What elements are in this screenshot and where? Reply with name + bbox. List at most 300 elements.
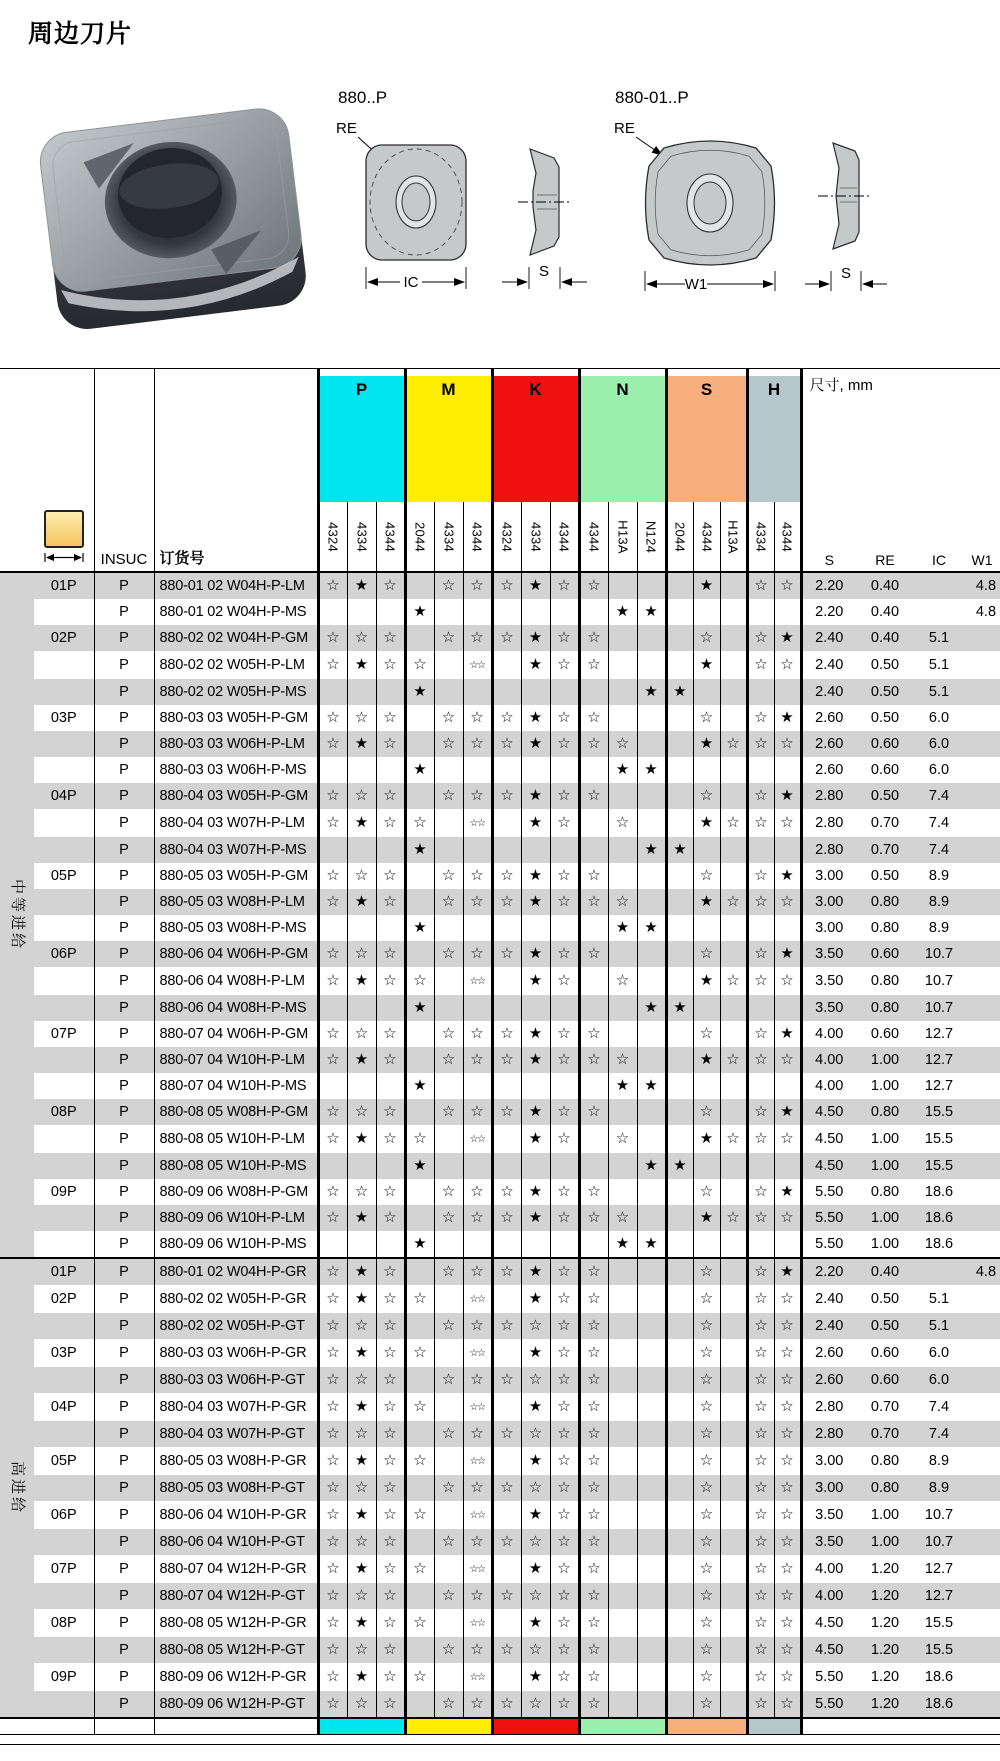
band-header-P: [318, 369, 405, 503]
dim-w1-cell: [964, 1609, 1000, 1637]
star-outline-icon: ☆: [557, 709, 571, 726]
grade-rating-cell: [434, 837, 463, 863]
grade-rating-cell: [550, 731, 579, 757]
band-label: P: [355, 380, 368, 399]
star-outline-icon: ☆: [500, 1209, 514, 1226]
grade-rating-cell: [405, 757, 434, 783]
star-outline-icon: ☆: [699, 1025, 714, 1042]
insert-grades-table: [0, 368, 1000, 1745]
star-outline-icon: ☆: [587, 1560, 601, 1577]
grade-rating-cell: [521, 1125, 550, 1153]
star-outline-icon: ☆: [326, 709, 340, 726]
star-outline-icon: ☆: [354, 867, 369, 884]
grade-rating-cell: [693, 731, 720, 757]
grade-rating-cell: [693, 1073, 720, 1099]
star-outline-icon: ☆: [780, 893, 794, 910]
band-footer-S: [666, 1718, 747, 1735]
star-filled-icon: ★: [699, 893, 714, 910]
star-outline-icon: ☆: [780, 1130, 794, 1147]
dim-ic-cell: 10.7: [924, 973, 954, 989]
star-outline-icon: ☆: [383, 1103, 397, 1120]
star-outline-icon: ☆: [780, 1695, 794, 1712]
grade-rating-cell: [720, 941, 747, 967]
grade-rating-cell: [774, 1099, 801, 1125]
group-label-cell: [34, 1153, 94, 1179]
star-outline-icon: ☆: [557, 972, 571, 989]
grade-rating-cell: [637, 967, 666, 995]
grade-rating-cell: [347, 679, 376, 705]
grade-rating-cell: [347, 1313, 376, 1339]
grade-rating-cell: [405, 731, 434, 757]
star-filled-icon: ★: [528, 1452, 543, 1469]
star-outline-icon: ☆: [557, 1025, 571, 1042]
dim-ic-cell: [914, 599, 964, 625]
grade-rating-cell: [521, 837, 550, 863]
group-label-cell: 05P: [50, 868, 77, 884]
grade-rating-cell: [405, 1691, 434, 1718]
grade-rating-cell: [376, 915, 405, 941]
grade-rating-cell: [405, 783, 434, 809]
dim-w1-cell: [964, 1313, 1000, 1339]
grade-rating-cell: [693, 1637, 720, 1663]
corner-blank: [94, 369, 154, 503]
grade-rating-cell: [550, 915, 579, 941]
group-label-cell: [34, 757, 94, 783]
star-filled-icon: ★: [780, 945, 794, 962]
star-outline-icon: ☆: [557, 1371, 571, 1388]
grade-rating-cell: [747, 625, 774, 651]
star-filled-icon: ★: [354, 972, 369, 989]
star-outline-icon: ☆: [383, 1371, 397, 1388]
grade-rating-cell: [376, 837, 405, 863]
star-outline-icon: ☆: [354, 945, 369, 962]
star-filled-icon: ★: [528, 735, 543, 752]
band-footer-H: [747, 1718, 801, 1735]
group-label-cell: 01P: [34, 1258, 94, 1285]
grade-rating-cell: [318, 889, 347, 915]
grade-rating-cell: [608, 837, 637, 863]
grade-rating-cell: [747, 783, 774, 809]
grade-rating-cell: [492, 1367, 521, 1393]
grade-rating-cell: [463, 889, 492, 915]
grade-rating-cell: [492, 967, 521, 995]
star-outline-icon: ☆: [557, 1587, 571, 1604]
grade-rating-cell: [463, 1367, 492, 1393]
star-outline-icon: ☆: [587, 1425, 601, 1442]
insuc-cell: P: [94, 651, 154, 679]
grade-rating-cell: [521, 1475, 550, 1501]
grade-rating-cell: [666, 1609, 693, 1637]
grade-rating-cell: [463, 1339, 492, 1367]
star-filled-icon: ★: [413, 1235, 427, 1252]
star-outline-icon: ☆: [470, 893, 484, 910]
grade-rating-cell: [637, 915, 666, 941]
insuc-cell: P: [94, 1475, 154, 1501]
grade-rating-cell: [405, 889, 434, 915]
grade-rating-cell: [579, 1421, 608, 1447]
grade-rating-cell: [579, 679, 608, 705]
star-outline-icon: ☆: [470, 1371, 484, 1388]
star-outline-icon: ☆☆: [469, 1402, 485, 1413]
group-label-cell: [34, 995, 94, 1021]
grade-rating-cell: [666, 1153, 693, 1179]
star-outline-icon: ☆: [587, 1479, 601, 1496]
star-filled-icon: ★: [528, 1025, 543, 1042]
grade-rating-cell: [550, 1609, 579, 1637]
dim-s-cell: 2.60: [815, 710, 844, 726]
star-outline-icon: ☆: [500, 1371, 514, 1388]
star-filled-icon: ★: [780, 1183, 794, 1200]
star-outline-icon: ☆: [470, 945, 484, 962]
star-outline-icon: ☆: [754, 1209, 768, 1226]
grade-rating-cell: [747, 757, 774, 783]
dim-re-cell: 0.80: [856, 889, 914, 915]
grade-rating-cell: [747, 889, 774, 915]
order-number-cell: 880-08 05 W12H-P-GT: [154, 1637, 318, 1663]
insuc-cell: P: [94, 731, 154, 757]
insuc-cell: P: [94, 1637, 154, 1663]
dim-ic-cell: 8.9: [914, 889, 964, 915]
grade-rating-cell: [521, 731, 550, 757]
star-outline-icon: ☆: [699, 945, 714, 962]
dim-s-cell: 2.80: [815, 815, 844, 831]
grade-rating-cell: [693, 967, 720, 995]
star-filled-icon: ★: [354, 1614, 369, 1631]
star-outline-icon: ☆: [587, 656, 601, 673]
star-outline-icon: ☆: [470, 709, 484, 726]
grade-rating-cell: [774, 1285, 801, 1313]
band-header-K: [492, 369, 579, 503]
grade-rating-cell: [774, 1073, 801, 1099]
star-outline-icon: ☆: [587, 709, 601, 726]
grade-rating-cell: [579, 1205, 608, 1231]
grade-rating-cell: [608, 1047, 637, 1073]
star-filled-icon: ★: [413, 683, 427, 700]
grade-rating-cell: [521, 705, 550, 731]
star-filled-icon: ★: [354, 577, 369, 594]
table-row: [0, 995, 1000, 1021]
grade-rating-cell: [747, 1663, 774, 1691]
grade-rating-cell: [521, 1231, 550, 1258]
star-outline-icon: ☆: [754, 1051, 768, 1068]
group-label-cell: [34, 967, 94, 995]
star-filled-icon: ★: [780, 867, 794, 884]
star-outline-icon: ☆: [780, 1051, 794, 1068]
grade-col-header: H13A: [720, 502, 747, 572]
table-row: [0, 809, 1000, 837]
star-outline-icon: ☆: [326, 1560, 340, 1577]
star-outline-icon: ☆: [326, 577, 340, 594]
grade-rating-cell: [463, 1153, 492, 1179]
star-outline-icon: ☆☆: [469, 1294, 485, 1305]
band-header-S: [666, 369, 747, 503]
grade-rating-cell: [747, 1021, 774, 1047]
order-number-cell: 880-08 05 W12H-P-GR: [159, 1615, 307, 1631]
strip-blank: [801, 1718, 1000, 1735]
grade-rating-cell: [521, 1663, 550, 1691]
group-label-cell: [34, 1691, 94, 1718]
grade-rating-cell: [550, 599, 579, 625]
grade-rating-cell: [637, 625, 666, 651]
grade-rating-cell: [693, 1421, 720, 1447]
star-filled-icon: ★: [528, 1130, 543, 1147]
grade-rating-cell: [318, 572, 347, 599]
grade-rating-cell: [747, 1205, 774, 1231]
grade-rating-cell: [608, 1258, 637, 1285]
star-outline-icon: ☆: [557, 1263, 571, 1280]
grade-rating-cell: [463, 1475, 492, 1501]
grade-rating-cell: [774, 1047, 801, 1073]
grade-rating-cell: [492, 837, 521, 863]
star-outline-icon: ☆: [441, 1425, 456, 1442]
grade-rating-cell: [774, 889, 801, 915]
dim-re-cell: 0.70: [856, 1421, 914, 1447]
grade-rating-cell: [720, 1475, 747, 1501]
bottom-rule: [0, 1735, 1000, 1745]
dim-s-cell: 2.40: [815, 657, 844, 673]
grade-rating-cell: [720, 1393, 747, 1421]
dim-s-cell: 4.50: [815, 1615, 844, 1631]
star-outline-icon: ☆: [326, 656, 340, 673]
star-outline-icon: ☆: [470, 787, 484, 804]
grade-rating-cell: [318, 705, 347, 731]
grade-rating-cell: [747, 1153, 774, 1179]
grade-rating-cell: [579, 889, 608, 915]
table-row: [0, 1637, 1000, 1663]
grade-rating-cell: [405, 1475, 434, 1501]
grade-rating-cell: [693, 915, 720, 941]
grade-rating-cell: [550, 1637, 579, 1663]
grade-rating-cell: [405, 1501, 434, 1529]
grade-rating-cell: [521, 1021, 550, 1047]
grade-rating-cell: [720, 1179, 747, 1205]
grade-rating-cell: [666, 863, 693, 889]
star-outline-icon: ☆: [326, 1425, 340, 1442]
dim-s-cell: 4.00: [815, 1078, 844, 1094]
grade-rating-cell: [376, 679, 405, 705]
star-filled-icon: ★: [528, 629, 543, 646]
grade-rating-cell: [463, 625, 492, 651]
grade-rating-cell: [405, 1393, 434, 1421]
grade-rating-cell: [579, 757, 608, 783]
grade-rating-cell: [550, 679, 579, 705]
star-outline-icon: ☆: [326, 1533, 340, 1550]
dim-ic-cell: 5.1: [914, 679, 964, 705]
group-label-cell: [34, 1367, 94, 1393]
grade-rating-cell: [666, 679, 693, 705]
grade-rating-cell: [720, 863, 747, 889]
star-outline-icon: ☆: [383, 735, 397, 752]
dim-ic-cell: 7.4: [928, 815, 950, 831]
grade-rating-cell: [579, 941, 608, 967]
grade-rating-cell: [774, 995, 801, 1021]
dim-ic-cell: 18.6: [924, 1669, 954, 1685]
grade-rating-cell: [720, 651, 747, 679]
dim-re-cell: 1.20: [856, 1691, 914, 1718]
dim-s-cell: 2.60: [801, 731, 856, 757]
insuc-cell: P: [94, 625, 154, 651]
grade-rating-cell: [720, 1367, 747, 1393]
star-filled-icon: ★: [644, 603, 658, 620]
star-outline-icon: ☆☆: [469, 1564, 485, 1575]
dim-re-cell: 0.40: [870, 604, 900, 620]
star-outline-icon: ☆: [383, 972, 397, 989]
grade-rating-cell: [318, 915, 347, 941]
grade-rating-cell: [521, 967, 550, 995]
star-outline-icon: ☆: [780, 1479, 794, 1496]
grade-rating-cell: [521, 1501, 550, 1529]
dim-re-cell: 0.50: [870, 657, 900, 673]
grade-rating-cell: [550, 941, 579, 967]
group-label-cell: 09P: [50, 1669, 77, 1685]
grade-rating-cell: [434, 651, 463, 679]
grade-rating-cell: [492, 679, 521, 705]
grade-rating-cell: [608, 1179, 637, 1205]
dim-ic-cell: 8.9: [928, 868, 950, 884]
grade-rating-cell: [637, 1447, 666, 1475]
star-outline-icon: ☆: [383, 1479, 397, 1496]
dim-ic-cell: [914, 1258, 964, 1285]
grade-rating-cell: [434, 1447, 463, 1475]
grade-rating-cell: [463, 1583, 492, 1609]
order-number-cell: 880-05 03 W08H-P-LM: [154, 889, 318, 915]
star-filled-icon: ★: [528, 1103, 543, 1120]
grade-rating-cell: [434, 1205, 463, 1231]
grade-rating-cell: [463, 1529, 492, 1555]
star-outline-icon: ☆: [528, 1695, 543, 1712]
grade-rating-cell: [550, 651, 579, 679]
dim-re-cell: 1.00: [870, 1507, 900, 1523]
star-outline-icon: ☆: [354, 1425, 369, 1442]
star-outline-icon: ☆: [441, 1183, 456, 1200]
grade-rating-cell: [376, 1099, 405, 1125]
grade-rating-cell: [579, 1285, 608, 1313]
dim-w1-cell: [964, 1367, 1000, 1393]
dim-s-cell: 2.80: [801, 783, 856, 809]
grade-rating-cell: [608, 783, 637, 809]
table-row: [0, 1258, 1000, 1285]
grade-rating-cell: [693, 1313, 720, 1339]
drawing-right-label: 880-01..P: [615, 88, 689, 107]
dim-re-cell: 0.80: [870, 1184, 900, 1200]
grade-rating-cell: [666, 1529, 693, 1555]
grade-rating-cell: [747, 1258, 774, 1285]
insuc-cell: P: [94, 1313, 154, 1339]
grade-rating-cell: [550, 1099, 579, 1125]
insuc-cell: P: [94, 1047, 154, 1073]
grade-rating-cell: [693, 1555, 720, 1583]
grade-rating-cell: [747, 572, 774, 599]
star-outline-icon: ☆: [441, 1371, 456, 1388]
grade-rating-cell: [720, 1501, 747, 1529]
grade-rating-cell: [720, 1555, 747, 1583]
grade-rating-cell: [666, 809, 693, 837]
grade-rating-cell: [318, 679, 347, 705]
order-number-cell: 880-09 06 W10H-P-MS: [159, 1236, 307, 1252]
grade-rating-cell: [376, 1637, 405, 1663]
grade-rating-cell: [521, 1609, 550, 1637]
dim-w1-cell: [964, 1447, 1000, 1475]
grade-rating-cell: [550, 1339, 579, 1367]
star-outline-icon: ☆: [699, 1533, 714, 1550]
star-outline-icon: ☆: [383, 1209, 397, 1226]
grade-col-header: 2044: [405, 502, 434, 572]
corner-blank: [0, 502, 34, 572]
group-label-cell: [34, 1583, 94, 1609]
grade-rating-cell: [608, 809, 637, 837]
star-filled-icon: ★: [354, 1398, 369, 1415]
grade-rating-cell: [637, 1501, 666, 1529]
insuc-header: INSUC: [94, 502, 154, 572]
star-outline-icon: ☆: [754, 1398, 768, 1415]
grade-rating-cell: [579, 1691, 608, 1718]
grade-rating-cell: [434, 1691, 463, 1718]
star-outline-icon: ☆: [383, 709, 397, 726]
grade-rating-cell: [347, 1529, 376, 1555]
grade-rating-cell: [747, 915, 774, 941]
star-outline-icon: ☆: [528, 1533, 543, 1550]
grade-rating-cell: [405, 1258, 434, 1285]
grade-rating-cell: [637, 1339, 666, 1367]
grade-rating-cell: [434, 1475, 463, 1501]
grade-rating-cell: [463, 1099, 492, 1125]
star-outline-icon: ☆: [470, 1695, 484, 1712]
dim-ic-cell: 6.0: [928, 710, 950, 726]
dim-s-cell: 4.50: [801, 1153, 856, 1179]
dim-w1-cell: [964, 1285, 1000, 1313]
star-outline-icon: ☆: [754, 1130, 768, 1147]
grade-rating-cell: [774, 1231, 801, 1258]
grade-rating-cell: [720, 625, 747, 651]
grade-col-header: 4344: [463, 502, 492, 572]
grade-rating-cell: [492, 1393, 521, 1421]
grade-rating-cell: [463, 1258, 492, 1285]
grade-rating-cell: [774, 1179, 801, 1205]
dim-re-cell: 0.70: [856, 837, 914, 863]
grade-rating-cell: [434, 599, 463, 625]
star-filled-icon: ★: [413, 603, 427, 620]
grade-rating-cell: [318, 995, 347, 1021]
star-outline-icon: ☆☆: [469, 1510, 485, 1521]
grade-rating-cell: [492, 1231, 521, 1258]
grade-rating-cell: [434, 995, 463, 1021]
group-label-cell: [34, 915, 94, 941]
star-outline-icon: ☆: [354, 1533, 369, 1550]
grade-rating-cell: [579, 967, 608, 995]
star-outline-icon: ☆: [383, 945, 397, 962]
star-outline-icon: ☆: [557, 1614, 571, 1631]
star-outline-icon: ☆: [500, 1425, 514, 1442]
star-outline-icon: ☆: [587, 1025, 601, 1042]
grade-rating-cell: [521, 1099, 550, 1125]
star-outline-icon: ☆: [528, 1641, 543, 1658]
star-outline-icon: ☆: [587, 893, 601, 910]
star-filled-icon: ★: [354, 1560, 369, 1577]
dim-s-cell: 4.50: [801, 1099, 856, 1125]
star-filled-icon: ★: [528, 709, 543, 726]
grade-rating-cell: [666, 995, 693, 1021]
grade-rating-cell: [774, 1367, 801, 1393]
grade-rating-cell: [376, 1021, 405, 1047]
star-outline-icon: ☆: [383, 787, 397, 804]
grade-rating-cell: [747, 1393, 774, 1421]
star-outline-icon: ☆: [699, 1614, 714, 1631]
grade-rating-cell: [347, 1285, 376, 1313]
insuc-cell: P: [94, 1231, 154, 1258]
grade-rating-cell: [550, 1691, 579, 1718]
star-outline-icon: ☆: [528, 1587, 543, 1604]
grade-rating-cell: [463, 1313, 492, 1339]
